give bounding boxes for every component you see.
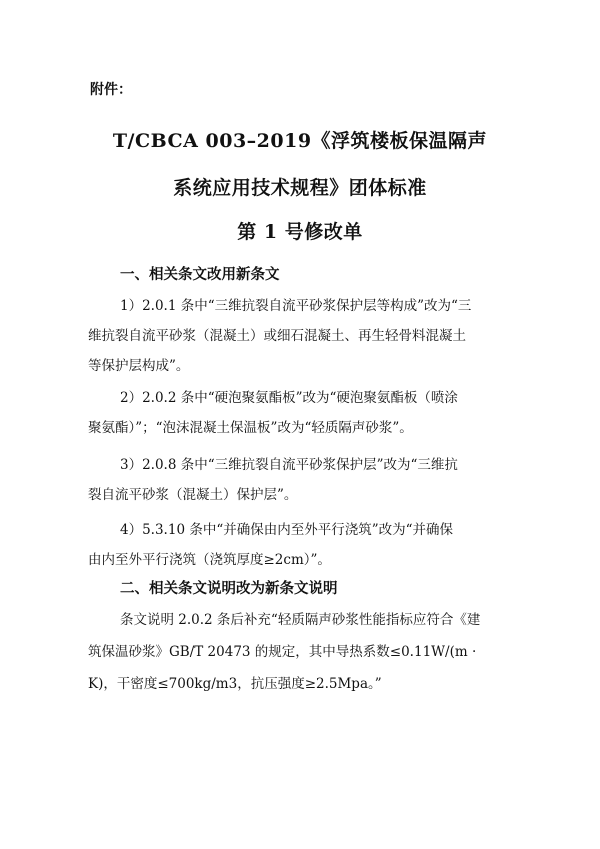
explanation-line-1: 条文说明 2.0.2 条后补充“轻质隔声砂浆性能指标应符合《建 — [120, 612, 481, 628]
clause-1-line-3: 等保护层构成”。 — [88, 358, 190, 374]
clause-4-line-1: 4）5.3.10 条中“并确保由内至外平行浇筑”改为“并确保 — [120, 522, 454, 538]
clause-3-line-1: 3）2.0.8 条中“三维抗裂自流平砂浆保护层”改为“三维抗 — [120, 457, 458, 473]
clause-1-line-1: 1）2.0.1 条中“三维抗裂自流平砂浆保护层等构成”改为“三 — [120, 298, 472, 314]
clause-2-line-2: 聚氨酯）”；“泡沫混凝土保温板”改为“轻质隔声砂浆”。 — [88, 420, 413, 436]
title-line-3: 第 1 号修改单 — [237, 221, 363, 243]
section-1-heading: 一、相关条文改用新条文 — [120, 267, 280, 283]
attachment-label: 附件： — [90, 82, 132, 98]
explanation-line-2: 筑保温砂浆》GB/T 20473 的规定，其中导热系数≤0.11W/(m · — [88, 644, 477, 660]
explanation-line-3: K)，干密度≤700kg/m3，抗压强度≥2.5Mpa。” — [88, 676, 382, 692]
clause-1-line-2: 维抗裂自流平砂浆（混凝土）或细石混凝土、再生轻骨料混凝土 — [88, 328, 466, 344]
title-line-1: T/CBCA 003–2019《浮筑楼板保温隔声 — [112, 130, 488, 152]
title-line-2: 系统应用技术规程》团体标准 — [173, 177, 427, 199]
section-2-heading: 二、相关条文说明改为新条文说明 — [120, 581, 338, 597]
clause-3-line-2: 裂自流平砂浆（混凝土）保护层”。 — [88, 487, 298, 503]
clause-4-line-2: 由内至外平行浇筑（浇筑厚度≥2cm）”。 — [88, 552, 331, 568]
clause-2-line-1: 2）2.0.2 条中“硬泡聚氨酯板”改为“硬泡聚氨酯板（喷涂 — [120, 390, 458, 406]
